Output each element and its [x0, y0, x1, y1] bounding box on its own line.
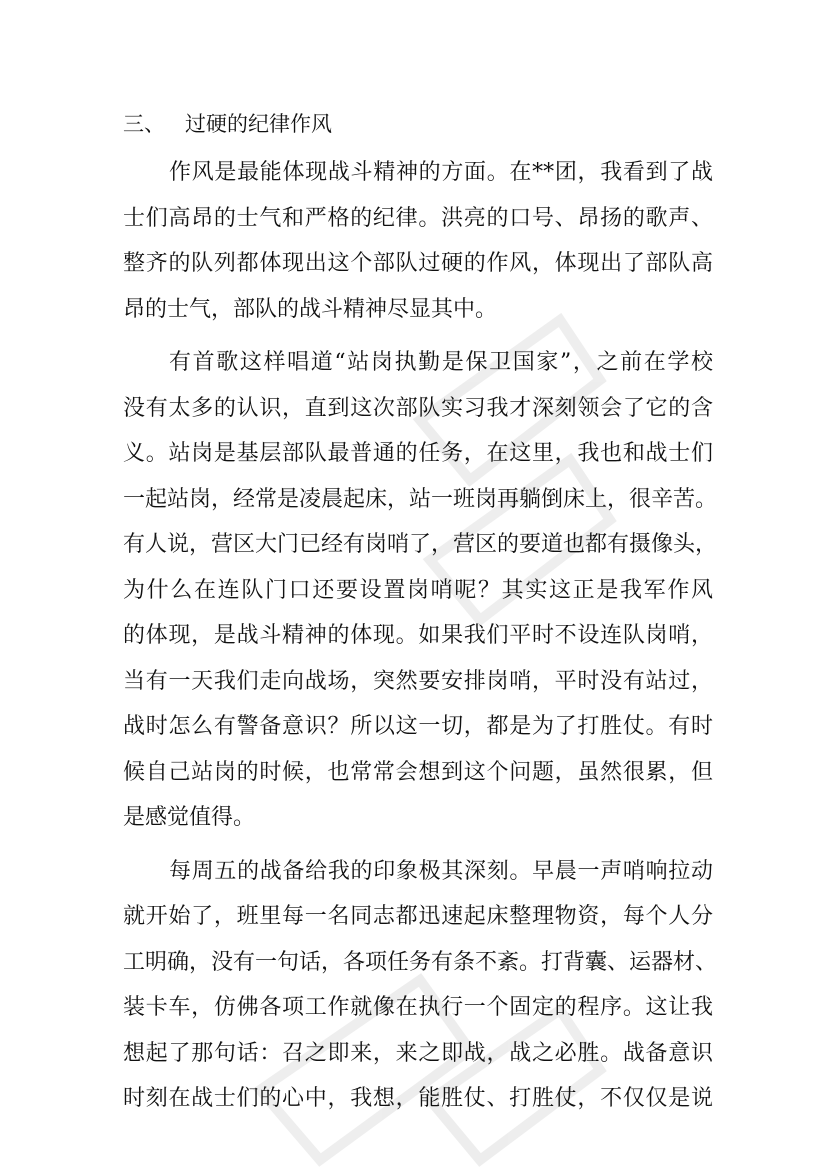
paragraph-line: 时刻在战士们的心中，我想，能胜仗、打胜仗，不仅仅是说	[123, 1086, 713, 1111]
paragraph-line: 作风是最能体现战斗精神的方面。在**团，我看到了战	[169, 160, 713, 185]
paragraph-line: 工明确，没有一句话，各项任务有条不紊。打背囊、运器材、	[123, 949, 718, 975]
paragraph-line: 战时怎么有警备意识？所以这一切，都是为了打胜仗。有时	[123, 714, 713, 739]
paragraph-line: 义。站岗是基层部队最普通的任务，在这里，我也和战士们	[123, 441, 713, 466]
section-number: 三、	[123, 112, 165, 136]
paragraph-line: 整齐的队列都体现出这个部队过硬的作风，体现出了部队高	[123, 251, 713, 276]
paragraph-line: 士们高昂的士气和严格的纪律。洪亮的口号、昂扬的歌声、	[123, 205, 713, 231]
paragraph-3	[123, 849, 718, 1122]
paragraph-line: 装卡车，仿佛各项工作就像在执行一个固定的程序。这让我	[123, 995, 713, 1020]
paragraph-line: 有首歌这样唱道“站岗执勤是保卫国家”，之前在学校	[169, 350, 713, 375]
paragraph-line: 昂的士气，部队的战斗精神尽显其中。	[123, 296, 498, 322]
paragraph-2	[123, 340, 718, 841]
paragraph-line: 候自己站岗的时候，也常常会想到这个问题，虽然很累，但	[123, 759, 713, 785]
paragraph-line: 有人说，营区大门已经有岗哨了，营区的要道也都有摄像头，	[123, 532, 718, 557]
document-body	[123, 102, 718, 1130]
section-title: 过硬的纪律作风	[185, 112, 332, 136]
paragraph-line: 就开始了，班里每一名同志都迅速起床整理物资，每个人分	[123, 904, 713, 929]
paragraph-line: 的体现，是战斗精神的体现。如果我们平时不设连队岗哨，	[123, 623, 713, 648]
paragraph-line: 是感觉值得。	[123, 805, 256, 830]
section-heading	[123, 102, 713, 146]
paragraph-line: 想起了那句话：召之即来，来之即战，战之必胜。战备意识	[123, 1040, 713, 1066]
paragraph-line: 当有一天我们走向战场，突然要安排岗哨，平时没有站过，	[123, 668, 713, 694]
paragraph-line: 每周五的战备给我的印象极其深刻。早晨一声哨响拉动	[169, 858, 713, 884]
paragraph-1	[123, 150, 713, 332]
paragraph-line: 没有太多的认识，直到这次部队实习我才深刻领会了它的含	[123, 395, 713, 421]
paragraph-line: 一起站岗，经常是凌晨起床，站一班岗再躺倒床上，很辛苦。	[123, 486, 718, 512]
paragraph-line: 为什么在连队门口还要设置岗哨呢？其实这正是我军作风	[123, 577, 713, 603]
